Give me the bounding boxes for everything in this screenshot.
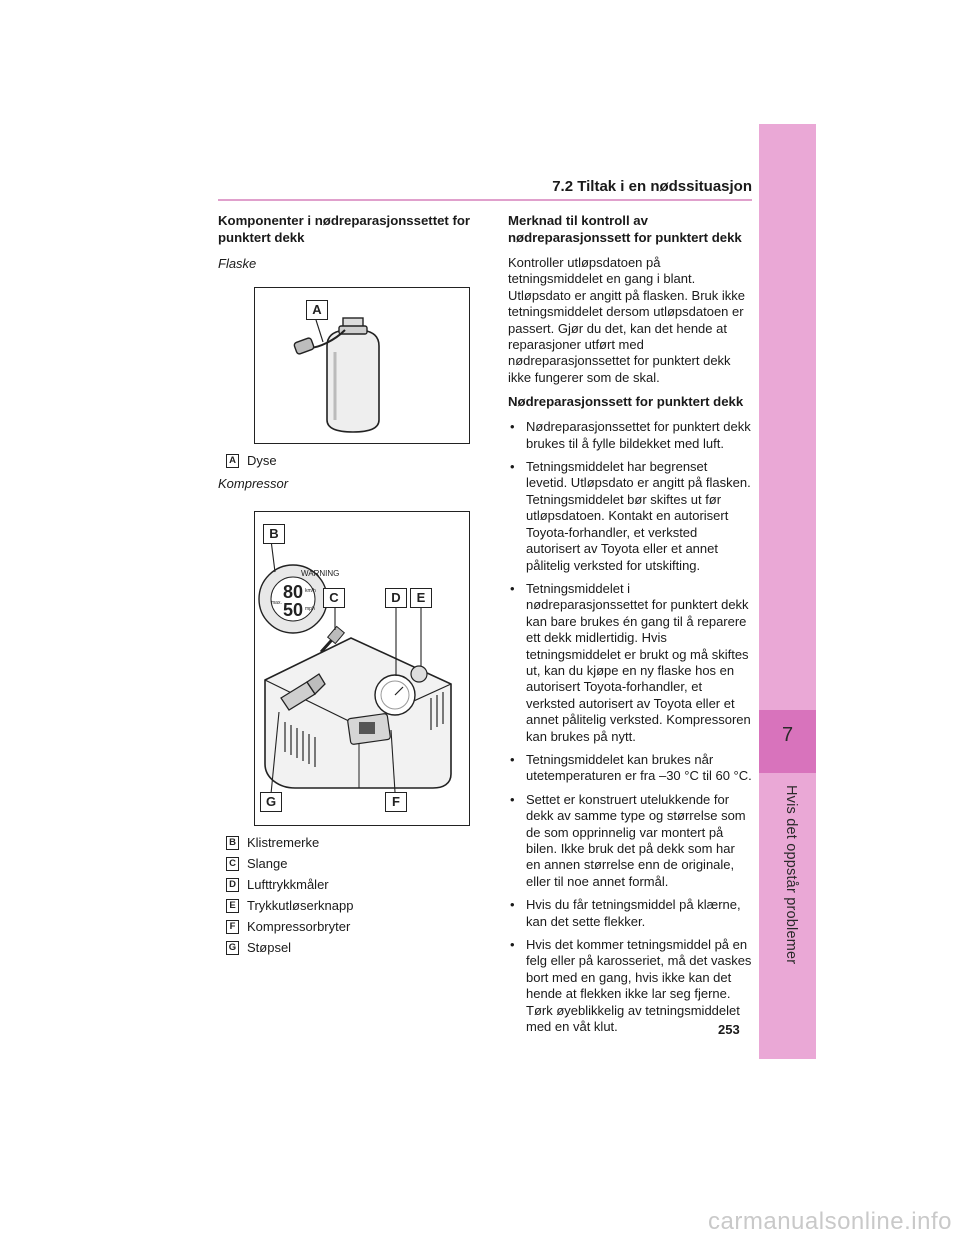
list-item: • Nødreparasjonssettet for punktert dekk brukes til å fylle bildekket med luft. (508, 419, 752, 452)
compressor-illustration (255, 512, 469, 825)
callout-c: C (323, 588, 345, 608)
legend-key-f: F (226, 920, 239, 934)
legend-label-e: Trykkutløserknapp (247, 898, 354, 913)
list-item: • Hvis du får tetningsmiddel på klærne, kan det sette flekker. (508, 897, 752, 930)
list-item: • Tetningsmiddelet kan brukes når utetemperaturen er fra –30 °C til 60 °C. (508, 752, 752, 785)
callout-e: E (410, 588, 432, 608)
legend-label-d: Lufttrykkmåler (247, 877, 329, 892)
compressor-caption: Kompressor (218, 476, 289, 491)
legend-key-g: G (226, 941, 239, 955)
sticker-speed-kmh: 80 (282, 582, 304, 602)
callout-a: A (306, 300, 328, 320)
callout-f: F (385, 792, 407, 812)
legend-label-a: Dyse (247, 453, 277, 468)
sticker-warning: WARNING (301, 569, 340, 578)
section-header: 7.2 Tiltak i en nødssituasjon (552, 178, 752, 195)
legend-label-f: Kompressorbryter (247, 919, 351, 934)
chapter-title: Hvis det oppstår problemer (783, 785, 799, 965)
legend-key-a: A (226, 454, 239, 468)
kit-bullet-list (508, 419, 752, 1035)
sticker-max-label: max. (271, 600, 282, 606)
right-column (508, 212, 752, 1042)
legend-b (226, 835, 319, 850)
watermark: carmanualsonline.info (708, 1208, 952, 1235)
legend-key-b: B (226, 836, 239, 850)
legend-a (226, 453, 277, 468)
legend-key-c: C (226, 857, 239, 871)
note-heading: Merknad til kontroll av nødreparasjonssett for punktert dekk (508, 213, 742, 245)
legend-c (226, 856, 287, 871)
legend-label-b: Klistremerke (247, 835, 320, 850)
chapter-number: 7 (781, 724, 794, 746)
legend-g (226, 940, 291, 955)
sticker-unit-mph: mph (305, 606, 315, 612)
compressor-figure (254, 511, 470, 826)
legend-f (226, 919, 350, 934)
legend-d (226, 877, 329, 892)
components-heading: Komponenter i nødreparasjonssettet for punktert dekk (218, 213, 471, 245)
sticker-unit-kmh: km/h (305, 588, 316, 594)
header-divider (218, 199, 752, 201)
kit-heading: Nødreparasjonssett for punktert dekk (508, 394, 744, 410)
left-column (218, 212, 473, 272)
callout-g: G (260, 792, 282, 812)
callout-d: D (385, 588, 407, 608)
note-paragraph: Kontroller utløpsdatoen på tetningsmiddelet en gang i blant. Utløpsdato er angitt på flasken. Bruk ikke tetningsmiddelet dersom utløpsdatoen er passert. Gjør du det, kan det hende at reparasjoner utført med nødreparasjonssettet for punktert dekk ikke fungerer som de skal. (508, 255, 746, 385)
page-number: 253 (718, 1022, 740, 1037)
bottle-figure (254, 287, 470, 444)
sticker-speed-mph: 50 (282, 600, 304, 620)
list-item: • Tetningsmiddelet har begrenset levetid. Utløpsdato er angitt på flasken. Tetningsmiddelet bør skiftes ut før utløpsdatoen. Kontakt en autorisert Toyota-forhandler, et verksted autorisert av Toyota eller et annet pålitelig verksted for utskifting. (508, 459, 752, 574)
legend-label-g: Støpsel (247, 940, 292, 955)
legend-key-e: E (226, 899, 239, 913)
legend-e (226, 898, 353, 913)
bottle-illustration (255, 288, 469, 443)
list-item: • Tetningsmiddelet i nødreparasjonssettet for punktert dekk kan bare brukes én gang til å reparere ett dekk midlertidig. Hvis tetningsmiddelet er brukt og må skiftes ut, kan du kjøpe en ny flaske hos en autorisert Toyota-forhandler, et verksted autorisert av Toyota eller et annet pålitelig verksted. Kompressoren kan brukes på nytt. (508, 581, 752, 745)
legend-key-d: D (226, 878, 239, 892)
list-item: • Settet er konstruert utelukkende for dekk av samme type og størrelse som de som opprinnelig var montert på bilen. Ikke bruk det på dekk som har en annen størrelse enn de originale, eller til noe annet formål. (508, 792, 752, 890)
legend-label-c: Slange (247, 856, 288, 871)
list-item: • Hvis det kommer tetningsmiddel på en felg eller på karosseriet, må det vaskes bort med en gang, hvis ikke kan det hende at flekken ikke lar seg fjerne. Tørk øyeblikkelig av tetningsmiddelet med en våt klut. (508, 937, 752, 1035)
callout-b: B (263, 524, 285, 544)
bottle-caption: Flaske (218, 256, 257, 271)
